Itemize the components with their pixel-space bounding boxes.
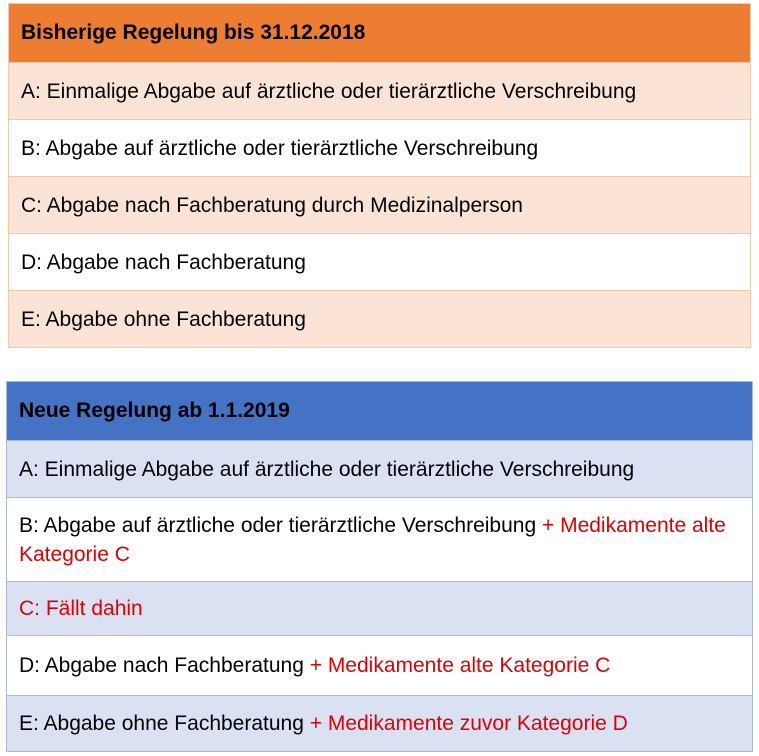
old-row-a [9, 62, 750, 119]
new-row-b-text [19, 511, 744, 569]
new-row-e [7, 695, 752, 751]
new-row-e-text [19, 709, 628, 738]
new-row-d-addition: + Medikamente alte Kategorie C [309, 654, 611, 677]
old-row-a-text: A: Einmalige Abgabe auf ärztliche oder tierärztliche Verschreibung [21, 79, 637, 103]
old-row-d [9, 233, 750, 290]
old-row-e [9, 290, 750, 347]
new-regulation-title: Neue Regelung ab 1.1.2019 [7, 382, 752, 440]
new-row-b-base: B: Abgabe auf ärztliche oder tierärztliche Verschreibung [19, 513, 542, 537]
old-row-b [9, 119, 750, 176]
new-row-d [7, 635, 752, 695]
old-row-b-text: B: Abgabe auf ärztliche oder tierärztliche Verschreibung [21, 136, 539, 160]
old-row-d-text: D: Abgabe nach Fachberatung [21, 250, 306, 274]
old-row-c-text: C: Abgabe nach Fachberatung durch Medizinalperson [21, 193, 523, 217]
old-regulation-title: Bisherige Regelung bis 31.12.2018 [9, 4, 750, 62]
new-row-b-addition: + Medikamente alte Kategorie C [19, 513, 726, 566]
old-regulation-table [8, 3, 751, 348]
new-regulation-table [6, 381, 753, 752]
new-row-a-base: A: Einmalige Abgabe auf ärztliche oder tierärztliche Verschreibung [19, 457, 635, 481]
new-row-d-text [19, 651, 610, 680]
old-row-e-text: E: Abgabe ohne Fachberatung [21, 307, 306, 331]
new-row-d-base: D: Abgabe nach Fachberatung [19, 654, 310, 677]
new-row-a [7, 440, 752, 497]
new-row-a-text [19, 455, 634, 484]
new-row-e-addition: + Medikamente zuvor Kategorie D [309, 712, 628, 735]
new-row-b [7, 497, 752, 581]
new-row-e-base: E: Abgabe ohne Fachberatung [19, 712, 310, 735]
new-row-c [7, 581, 752, 635]
new-row-c-text: C: Fällt dahin [19, 597, 143, 620]
old-row-c [9, 176, 750, 233]
